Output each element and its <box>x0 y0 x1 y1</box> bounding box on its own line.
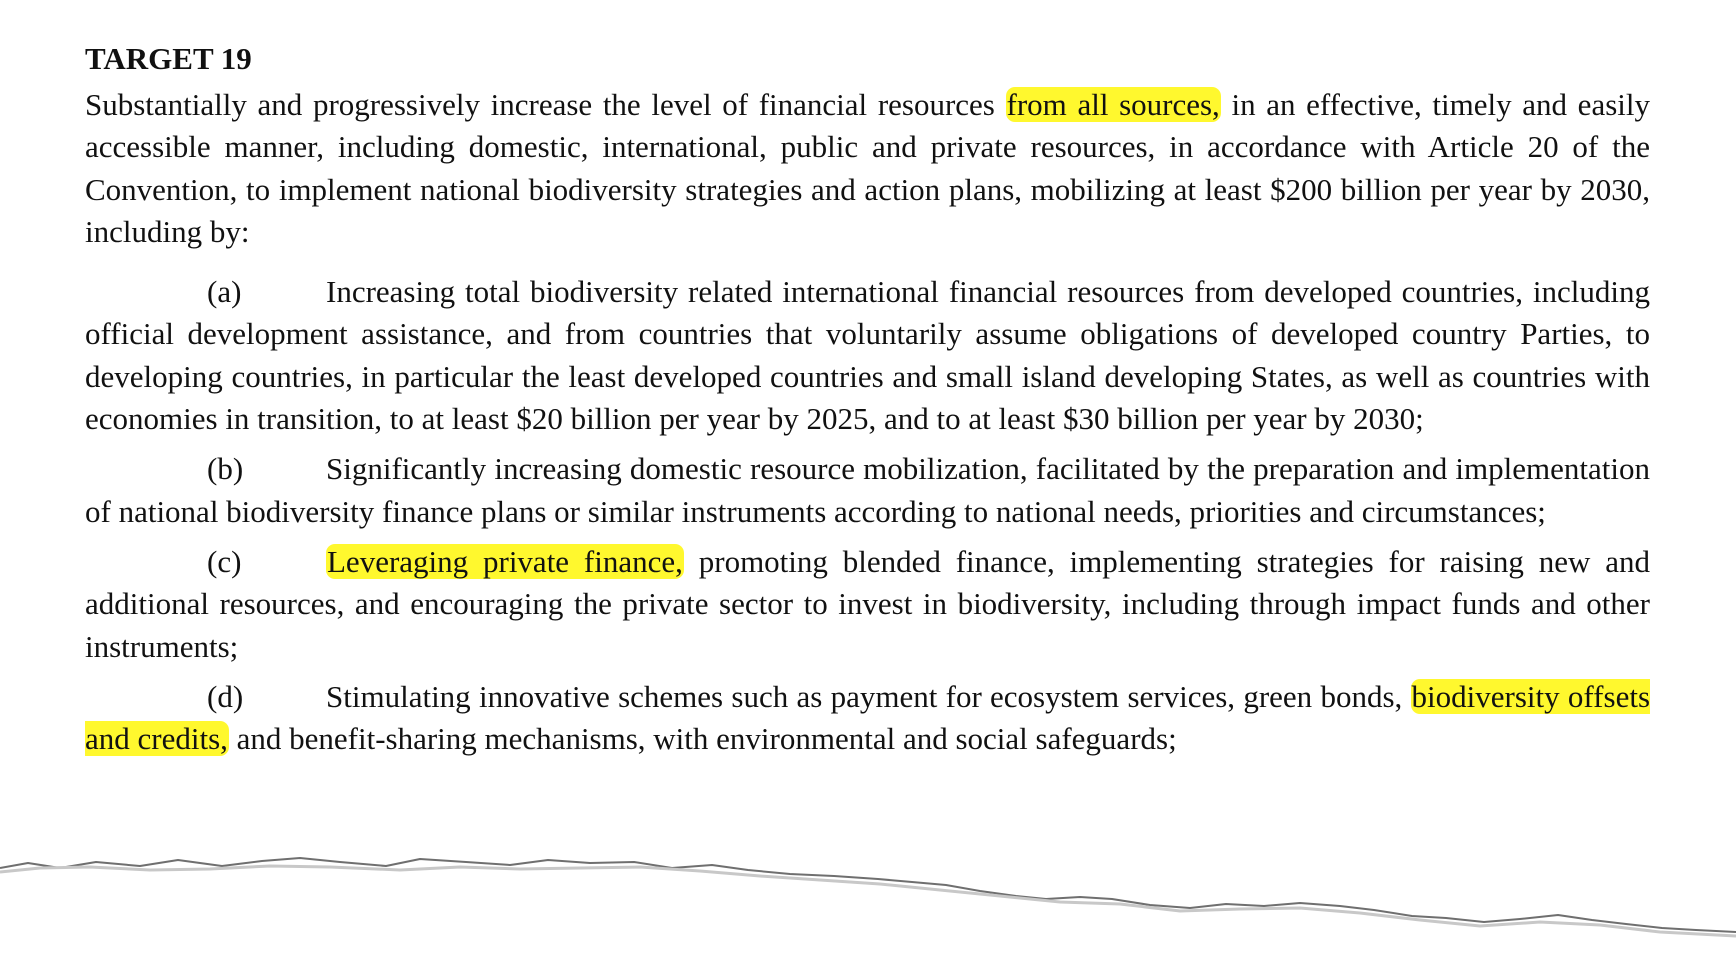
highlight-from-all-sources: from all sources, <box>1006 87 1220 122</box>
intro-text-before: Substantially and progressively increase the level of financial resources <box>85 87 1006 122</box>
item-label: (b) <box>207 451 244 487</box>
item-label: (a) <box>207 274 242 310</box>
item-text-after: and benefit-sharing mechanisms, with environmental and social safeguards; <box>228 721 1177 757</box>
target-heading: TARGET 19 <box>85 41 252 76</box>
item-text: Increasing total biodiversity related international financial resources from developed countries, including official development assistance, and from countries that voluntarily assume obligations of developed country Parties, to developing countries, in particular the least developed countries and small island developing States, as well as countries with economies in transition, to at least $20 billion per year by 2025, and to at least $30 billion per year by 2030; <box>85 274 1650 437</box>
torn-edge-fill <box>0 858 1736 956</box>
item-text: promoting blended finance, implementing strategies for raising new and additional resources, and encouraging the private sector to invest in biodiversity, including through impact funds and other instruments; <box>85 543 1650 664</box>
highlight-biodiversity-offsets-and-credits: biodiversity offsets and credits, <box>85 678 1651 757</box>
item-label: (d) <box>207 678 244 714</box>
item-text: Stimulating innovative schemes such as payment for ecosystem services, green bonds, <box>326 678 1411 714</box>
highlight-leveraging-private-finance: Leveraging private finance, <box>327 543 683 579</box>
item-label: (c) <box>207 543 242 579</box>
intro-text-after: in an effective, timely and easily accessible manner, including domestic, international, public and private resources, in accordance with Article 20 of the Convention, to implement national biodiversity strategies and action plans, mobilizing at least $200 billion per year by 2030, including by: <box>85 87 1650 249</box>
item-text: Significantly increasing domestic resource mobilization, facilitated by the preparation and implementation of national biodiversity finance plans or similar instruments according to national needs, priorities and circumstances; <box>85 451 1650 529</box>
